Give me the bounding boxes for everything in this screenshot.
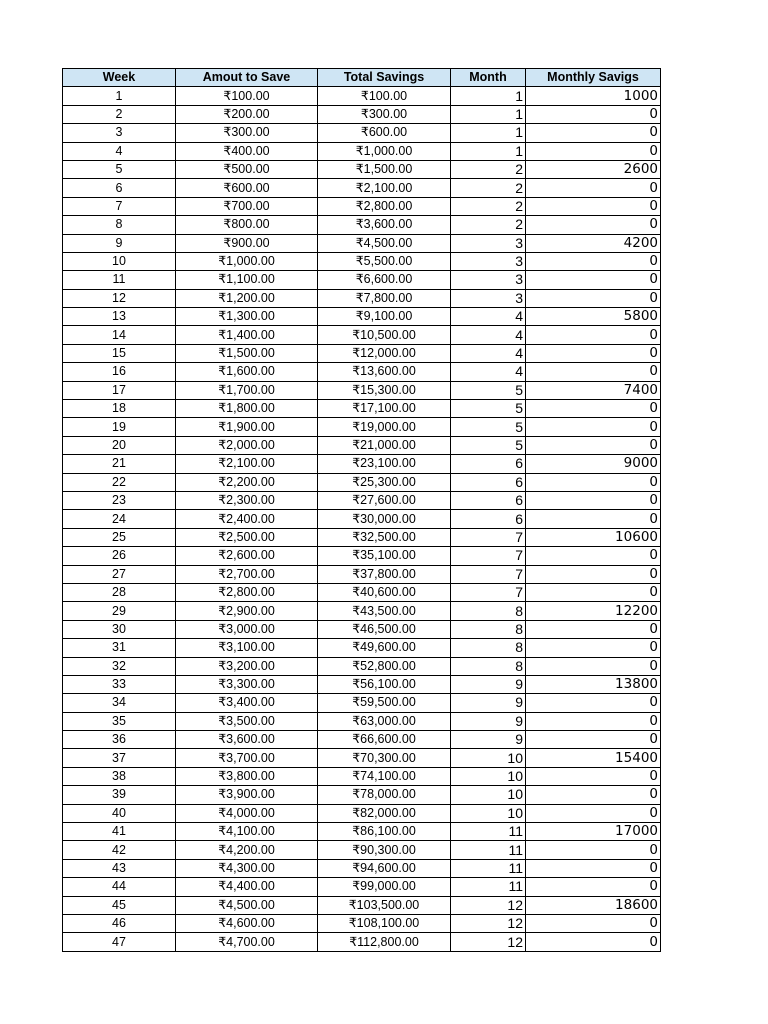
cell-monthly-savings[interactable]: 0 — [526, 326, 661, 344]
cell-total-savings[interactable]: ₹4,500.00 — [318, 234, 451, 252]
cell-monthly-savings[interactable]: 0 — [526, 105, 661, 123]
cell-monthly-savings[interactable]: 0 — [526, 216, 661, 234]
table-row — [63, 363, 661, 381]
cell-month[interactable]: 1 — [451, 105, 526, 123]
cell-amount-to-save[interactable]: ₹300.00 — [176, 124, 318, 142]
cell-monthly-savings[interactable]: 18600 — [526, 896, 661, 914]
table-row — [63, 896, 661, 914]
cell-month[interactable]: 5 — [451, 400, 526, 418]
cell-week[interactable]: 8 — [63, 216, 176, 234]
cell-week[interactable]: 29 — [63, 602, 176, 620]
cell-total-savings[interactable]: ₹25,300.00 — [318, 473, 451, 491]
cell-month[interactable]: 2 — [451, 179, 526, 197]
cell-week[interactable]: 22 — [63, 473, 176, 491]
cell-amount-to-save[interactable]: ₹400.00 — [176, 142, 318, 160]
cell-monthly-savings[interactable]: 12200 — [526, 602, 661, 620]
cell-monthly-savings[interactable]: 0 — [526, 657, 661, 675]
table-row — [63, 657, 661, 675]
cell-week[interactable]: 26 — [63, 547, 176, 565]
cell-amount-to-save[interactable]: ₹3,100.00 — [176, 639, 318, 657]
table-row — [63, 823, 661, 841]
cell-month[interactable]: 11 — [451, 841, 526, 859]
cell-amount-to-save[interactable]: ₹100.00 — [176, 87, 318, 105]
table-row — [63, 491, 661, 509]
cell-monthly-savings[interactable]: 0 — [526, 786, 661, 804]
cell-monthly-savings[interactable]: 0 — [526, 400, 661, 418]
cell-total-savings[interactable]: ₹21,000.00 — [318, 436, 451, 454]
cell-week[interactable]: 40 — [63, 804, 176, 822]
cell-total-savings[interactable]: ₹27,600.00 — [318, 491, 451, 509]
table-row — [63, 197, 661, 215]
cell-amount-to-save[interactable]: ₹2,000.00 — [176, 436, 318, 454]
cell-week[interactable]: 31 — [63, 639, 176, 657]
cell-month[interactable]: 3 — [451, 234, 526, 252]
cell-amount-to-save[interactable]: ₹1,700.00 — [176, 381, 318, 399]
table-row — [63, 639, 661, 657]
cell-month[interactable]: 1 — [451, 124, 526, 142]
cell-monthly-savings[interactable]: 0 — [526, 694, 661, 712]
table-header — [63, 69, 661, 87]
table-row — [63, 308, 661, 326]
cell-total-savings[interactable]: ₹300.00 — [318, 105, 451, 123]
cell-week[interactable]: 33 — [63, 675, 176, 693]
table-row — [63, 436, 661, 454]
cell-week[interactable]: 25 — [63, 528, 176, 546]
cell-week[interactable]: 38 — [63, 767, 176, 785]
cell-total-savings[interactable]: ₹74,100.00 — [318, 767, 451, 785]
table-row — [63, 583, 661, 601]
cell-month[interactable]: 8 — [451, 639, 526, 657]
cell-total-savings[interactable]: ₹103,500.00 — [318, 896, 451, 914]
cell-total-savings[interactable]: ₹70,300.00 — [318, 749, 451, 767]
cell-amount-to-save[interactable]: ₹2,900.00 — [176, 602, 318, 620]
cell-monthly-savings[interactable]: 0 — [526, 767, 661, 785]
cell-month[interactable]: 7 — [451, 528, 526, 546]
cell-total-savings[interactable]: ₹49,600.00 — [318, 639, 451, 657]
table-row — [63, 105, 661, 123]
table-body — [63, 87, 661, 951]
cell-amount-to-save[interactable]: ₹900.00 — [176, 234, 318, 252]
header-monthly-savings[interactable]: Monthly Savigs — [526, 69, 661, 87]
cell-total-savings[interactable]: ₹78,000.00 — [318, 786, 451, 804]
cell-month[interactable]: 6 — [451, 473, 526, 491]
cell-amount-to-save[interactable]: ₹700.00 — [176, 197, 318, 215]
cell-month[interactable]: 5 — [451, 381, 526, 399]
header-amount-to-save[interactable]: Amout to Save — [176, 69, 318, 87]
cell-monthly-savings[interactable]: 0 — [526, 804, 661, 822]
cell-total-savings[interactable]: ₹2,800.00 — [318, 197, 451, 215]
cell-monthly-savings[interactable]: 0 — [526, 142, 661, 160]
cell-total-savings[interactable]: ₹19,000.00 — [318, 418, 451, 436]
cell-month[interactable]: 7 — [451, 565, 526, 583]
cell-total-savings[interactable]: ₹600.00 — [318, 124, 451, 142]
cell-month[interactable]: 5 — [451, 418, 526, 436]
table-row — [63, 804, 661, 822]
table-row — [63, 473, 661, 491]
cell-amount-to-save[interactable]: ₹600.00 — [176, 179, 318, 197]
cell-month[interactable]: 7 — [451, 547, 526, 565]
cell-total-savings[interactable]: ₹1,000.00 — [318, 142, 451, 160]
cell-monthly-savings[interactable]: 0 — [526, 197, 661, 215]
cell-total-savings[interactable]: ₹108,100.00 — [318, 914, 451, 932]
table-row — [63, 528, 661, 546]
cell-total-savings[interactable]: ₹46,500.00 — [318, 620, 451, 638]
header-month[interactable]: Month — [451, 69, 526, 87]
cell-month[interactable]: 12 — [451, 896, 526, 914]
cell-total-savings[interactable]: ₹100.00 — [318, 87, 451, 105]
cell-month[interactable]: 1 — [451, 142, 526, 160]
cell-monthly-savings[interactable]: 0 — [526, 639, 661, 657]
cell-week[interactable]: 5 — [63, 160, 176, 178]
cell-monthly-savings[interactable]: 7400 — [526, 381, 661, 399]
cell-amount-to-save[interactable]: ₹2,700.00 — [176, 565, 318, 583]
table-row — [63, 216, 661, 234]
cell-amount-to-save[interactable]: ₹4,100.00 — [176, 823, 318, 841]
cell-amount-to-save[interactable]: ₹3,600.00 — [176, 731, 318, 749]
cell-month[interactable]: 3 — [451, 252, 526, 270]
header-total-savings[interactable]: Total Savings — [318, 69, 451, 87]
cell-total-savings[interactable]: ₹86,100.00 — [318, 823, 451, 841]
cell-month[interactable]: 4 — [451, 344, 526, 362]
cell-week[interactable]: 10 — [63, 252, 176, 270]
cell-total-savings[interactable]: ₹3,600.00 — [318, 216, 451, 234]
cell-week[interactable]: 13 — [63, 308, 176, 326]
cell-month[interactable]: 4 — [451, 363, 526, 381]
cell-amount-to-save[interactable]: ₹2,100.00 — [176, 455, 318, 473]
cell-total-savings[interactable]: ₹52,800.00 — [318, 657, 451, 675]
cell-monthly-savings[interactable]: 4200 — [526, 234, 661, 252]
cell-amount-to-save[interactable]: ₹1,900.00 — [176, 418, 318, 436]
table-row — [63, 749, 661, 767]
table-row — [63, 418, 661, 436]
table-row — [63, 160, 661, 178]
cell-monthly-savings[interactable]: 0 — [526, 731, 661, 749]
cell-monthly-savings[interactable]: 0 — [526, 491, 661, 509]
cell-amount-to-save[interactable]: ₹1,800.00 — [176, 400, 318, 418]
cell-month[interactable]: 11 — [451, 878, 526, 896]
cell-amount-to-save[interactable]: ₹1,200.00 — [176, 289, 318, 307]
cell-month[interactable]: 5 — [451, 436, 526, 454]
cell-month[interactable]: 12 — [451, 933, 526, 951]
cell-month[interactable]: 10 — [451, 749, 526, 767]
cell-monthly-savings[interactable]: 0 — [526, 620, 661, 638]
table-row — [63, 731, 661, 749]
cell-week[interactable]: 24 — [63, 510, 176, 528]
table-row — [63, 234, 661, 252]
cell-monthly-savings[interactable]: 0 — [526, 841, 661, 859]
cell-month[interactable]: 3 — [451, 289, 526, 307]
cell-month[interactable]: 10 — [451, 804, 526, 822]
cell-total-savings[interactable]: ₹40,600.00 — [318, 583, 451, 601]
cell-week[interactable]: 17 — [63, 381, 176, 399]
cell-week[interactable]: 43 — [63, 859, 176, 877]
cell-total-savings[interactable]: ₹35,100.00 — [318, 547, 451, 565]
cell-monthly-savings[interactable]: 5800 — [526, 308, 661, 326]
cell-month[interactable]: 6 — [451, 491, 526, 509]
cell-total-savings[interactable]: ₹56,100.00 — [318, 675, 451, 693]
cell-monthly-savings[interactable]: 2600 — [526, 160, 661, 178]
table-row — [63, 326, 661, 344]
cell-amount-to-save[interactable]: ₹3,000.00 — [176, 620, 318, 638]
cell-month[interactable]: 9 — [451, 675, 526, 693]
table-row — [63, 878, 661, 896]
cell-month[interactable]: 6 — [451, 510, 526, 528]
cell-week[interactable]: 6 — [63, 179, 176, 197]
cell-total-savings[interactable]: ₹1,500.00 — [318, 160, 451, 178]
cell-monthly-savings[interactable]: 0 — [526, 859, 661, 877]
cell-monthly-savings[interactable]: 9000 — [526, 455, 661, 473]
cell-total-savings[interactable]: ₹37,800.00 — [318, 565, 451, 583]
cell-month[interactable]: 2 — [451, 197, 526, 215]
cell-monthly-savings[interactable]: 15400 — [526, 749, 661, 767]
table-row — [63, 87, 661, 105]
cell-amount-to-save[interactable]: ₹4,000.00 — [176, 804, 318, 822]
cell-week[interactable]: 35 — [63, 712, 176, 730]
cell-week[interactable]: 32 — [63, 657, 176, 675]
cell-week[interactable]: 27 — [63, 565, 176, 583]
cell-monthly-savings[interactable]: 0 — [526, 914, 661, 932]
table-row — [63, 289, 661, 307]
cell-total-savings[interactable]: ₹15,300.00 — [318, 381, 451, 399]
cell-total-savings[interactable]: ₹30,000.00 — [318, 510, 451, 528]
cell-amount-to-save[interactable]: ₹3,800.00 — [176, 767, 318, 785]
cell-month[interactable]: 8 — [451, 657, 526, 675]
header-week[interactable]: Week — [63, 69, 176, 87]
table-row — [63, 565, 661, 583]
cell-week[interactable]: 7 — [63, 197, 176, 215]
cell-week[interactable]: 12 — [63, 289, 176, 307]
cell-amount-to-save[interactable]: ₹4,200.00 — [176, 841, 318, 859]
cell-amount-to-save[interactable]: ₹3,200.00 — [176, 657, 318, 675]
cell-week[interactable]: 28 — [63, 583, 176, 601]
cell-month[interactable]: 9 — [451, 731, 526, 749]
cell-total-savings[interactable]: ₹63,000.00 — [318, 712, 451, 730]
cell-week[interactable]: 9 — [63, 234, 176, 252]
cell-amount-to-save[interactable]: ₹2,400.00 — [176, 510, 318, 528]
cell-monthly-savings[interactable]: 0 — [526, 179, 661, 197]
cell-amount-to-save[interactable]: ₹2,300.00 — [176, 491, 318, 509]
cell-monthly-savings[interactable]: 0 — [526, 252, 661, 270]
cell-monthly-savings[interactable]: 17000 — [526, 823, 661, 841]
cell-week[interactable]: 20 — [63, 436, 176, 454]
table-row — [63, 400, 661, 418]
cell-week[interactable]: 45 — [63, 896, 176, 914]
table-row — [63, 933, 661, 951]
table-row — [63, 510, 661, 528]
cell-month[interactable]: 10 — [451, 767, 526, 785]
table-row — [63, 859, 661, 877]
table-row — [63, 767, 661, 785]
cell-month[interactable]: 1 — [451, 87, 526, 105]
table-row — [63, 712, 661, 730]
table-row — [63, 381, 661, 399]
table-row — [63, 344, 661, 362]
cell-month[interactable]: 2 — [451, 160, 526, 178]
table-row — [63, 694, 661, 712]
cell-amount-to-save[interactable]: ₹3,300.00 — [176, 675, 318, 693]
cell-week[interactable]: 39 — [63, 786, 176, 804]
header-row — [63, 69, 661, 87]
cell-month[interactable]: 8 — [451, 602, 526, 620]
cell-amount-to-save[interactable]: ₹2,600.00 — [176, 547, 318, 565]
cell-week[interactable]: 1 — [63, 87, 176, 105]
cell-monthly-savings[interactable]: 0 — [526, 473, 661, 491]
cell-total-savings[interactable]: ₹112,800.00 — [318, 933, 451, 951]
cell-total-savings[interactable]: ₹5,500.00 — [318, 252, 451, 270]
cell-monthly-savings[interactable]: 0 — [526, 344, 661, 362]
table-row — [63, 914, 661, 932]
cell-monthly-savings[interactable]: 0 — [526, 124, 661, 142]
cell-monthly-savings[interactable]: 10600 — [526, 528, 661, 546]
cell-amount-to-save[interactable]: ₹2,200.00 — [176, 473, 318, 491]
table-row — [63, 252, 661, 270]
cell-week[interactable]: 14 — [63, 326, 176, 344]
cell-month[interactable]: 7 — [451, 583, 526, 601]
cell-amount-to-save[interactable]: ₹3,700.00 — [176, 749, 318, 767]
cell-monthly-savings[interactable]: 0 — [526, 271, 661, 289]
cell-month[interactable]: 11 — [451, 859, 526, 877]
cell-week[interactable]: 41 — [63, 823, 176, 841]
cell-total-savings[interactable]: ₹90,300.00 — [318, 841, 451, 859]
cell-monthly-savings[interactable]: 0 — [526, 933, 661, 951]
cell-monthly-savings[interactable]: 0 — [526, 418, 661, 436]
cell-week[interactable]: 21 — [63, 455, 176, 473]
cell-monthly-savings[interactable]: 0 — [526, 565, 661, 583]
cell-amount-to-save[interactable]: ₹500.00 — [176, 160, 318, 178]
cell-total-savings[interactable]: ₹9,100.00 — [318, 308, 451, 326]
cell-month[interactable]: 4 — [451, 308, 526, 326]
cell-monthly-savings[interactable]: 0 — [526, 289, 661, 307]
cell-monthly-savings[interactable]: 0 — [526, 363, 661, 381]
cell-total-savings[interactable]: ₹94,600.00 — [318, 859, 451, 877]
cell-week[interactable]: 4 — [63, 142, 176, 160]
cell-total-savings[interactable]: ₹82,000.00 — [318, 804, 451, 822]
cell-total-savings[interactable]: ₹99,000.00 — [318, 878, 451, 896]
cell-amount-to-save[interactable]: ₹1,600.00 — [176, 363, 318, 381]
cell-week[interactable]: 3 — [63, 124, 176, 142]
cell-total-savings[interactable]: ₹10,500.00 — [318, 326, 451, 344]
cell-week[interactable]: 16 — [63, 363, 176, 381]
table-row — [63, 271, 661, 289]
cell-week[interactable]: 37 — [63, 749, 176, 767]
cell-total-savings[interactable]: ₹66,600.00 — [318, 731, 451, 749]
cell-total-savings[interactable]: ₹12,000.00 — [318, 344, 451, 362]
cell-monthly-savings[interactable]: 0 — [526, 878, 661, 896]
cell-amount-to-save[interactable]: ₹3,900.00 — [176, 786, 318, 804]
cell-week[interactable]: 42 — [63, 841, 176, 859]
cell-week[interactable]: 19 — [63, 418, 176, 436]
cell-total-savings[interactable]: ₹23,100.00 — [318, 455, 451, 473]
table-row — [63, 179, 661, 197]
cell-month[interactable]: 11 — [451, 823, 526, 841]
table-row — [63, 786, 661, 804]
cell-month[interactable]: 3 — [451, 271, 526, 289]
cell-total-savings[interactable]: ₹13,600.00 — [318, 363, 451, 381]
table-row — [63, 142, 661, 160]
cell-amount-to-save[interactable]: ₹1,100.00 — [176, 271, 318, 289]
cell-month[interactable]: 8 — [451, 620, 526, 638]
cell-month[interactable]: 9 — [451, 712, 526, 730]
table-row — [63, 841, 661, 859]
cell-week[interactable]: 2 — [63, 105, 176, 123]
table-row — [63, 124, 661, 142]
cell-month[interactable]: 9 — [451, 694, 526, 712]
cell-week[interactable]: 30 — [63, 620, 176, 638]
savings-table — [62, 68, 661, 952]
cell-total-savings[interactable]: ₹6,600.00 — [318, 271, 451, 289]
cell-week[interactable]: 18 — [63, 400, 176, 418]
cell-total-savings[interactable]: ₹7,800.00 — [318, 289, 451, 307]
cell-monthly-savings[interactable]: 0 — [526, 510, 661, 528]
cell-monthly-savings[interactable]: 0 — [526, 712, 661, 730]
cell-amount-to-save[interactable]: ₹1,400.00 — [176, 326, 318, 344]
cell-amount-to-save[interactable]: ₹800.00 — [176, 216, 318, 234]
cell-monthly-savings[interactable]: 1000 — [526, 87, 661, 105]
cell-week[interactable]: 46 — [63, 914, 176, 932]
cell-amount-to-save[interactable]: ₹4,400.00 — [176, 878, 318, 896]
table-row — [63, 455, 661, 473]
table-row — [63, 620, 661, 638]
cell-week[interactable]: 15 — [63, 344, 176, 362]
cell-monthly-savings[interactable]: 0 — [526, 436, 661, 454]
cell-week[interactable]: 47 — [63, 933, 176, 951]
cell-week[interactable]: 36 — [63, 731, 176, 749]
cell-total-savings[interactable]: ₹17,100.00 — [318, 400, 451, 418]
cell-week[interactable]: 34 — [63, 694, 176, 712]
cell-week[interactable]: 44 — [63, 878, 176, 896]
cell-month[interactable]: 10 — [451, 786, 526, 804]
cell-amount-to-save[interactable]: ₹4,500.00 — [176, 896, 318, 914]
cell-monthly-savings[interactable]: 0 — [526, 583, 661, 601]
cell-amount-to-save[interactable]: ₹3,400.00 — [176, 694, 318, 712]
cell-week[interactable]: 11 — [63, 271, 176, 289]
cell-amount-to-save[interactable]: ₹2,800.00 — [176, 583, 318, 601]
cell-month[interactable]: 6 — [451, 455, 526, 473]
cell-amount-to-save[interactable]: ₹3,500.00 — [176, 712, 318, 730]
cell-total-savings[interactable]: ₹32,500.00 — [318, 528, 451, 546]
cell-total-savings[interactable]: ₹2,100.00 — [318, 179, 451, 197]
cell-amount-to-save[interactable]: ₹4,600.00 — [176, 914, 318, 932]
cell-amount-to-save[interactable]: ₹2,500.00 — [176, 528, 318, 546]
table-row — [63, 602, 661, 620]
cell-amount-to-save[interactable]: ₹200.00 — [176, 105, 318, 123]
cell-amount-to-save[interactable]: ₹1,000.00 — [176, 252, 318, 270]
cell-monthly-savings[interactable]: 13800 — [526, 675, 661, 693]
cell-week[interactable]: 23 — [63, 491, 176, 509]
cell-month[interactable]: 2 — [451, 216, 526, 234]
cell-amount-to-save[interactable]: ₹4,300.00 — [176, 859, 318, 877]
cell-month[interactable]: 4 — [451, 326, 526, 344]
cell-amount-to-save[interactable]: ₹4,700.00 — [176, 933, 318, 951]
cell-monthly-savings[interactable]: 0 — [526, 547, 661, 565]
cell-total-savings[interactable]: ₹43,500.00 — [318, 602, 451, 620]
cell-total-savings[interactable]: ₹59,500.00 — [318, 694, 451, 712]
cell-month[interactable]: 12 — [451, 914, 526, 932]
cell-amount-to-save[interactable]: ₹1,500.00 — [176, 344, 318, 362]
table-row — [63, 547, 661, 565]
table-row — [63, 675, 661, 693]
cell-amount-to-save[interactable]: ₹1,300.00 — [176, 308, 318, 326]
